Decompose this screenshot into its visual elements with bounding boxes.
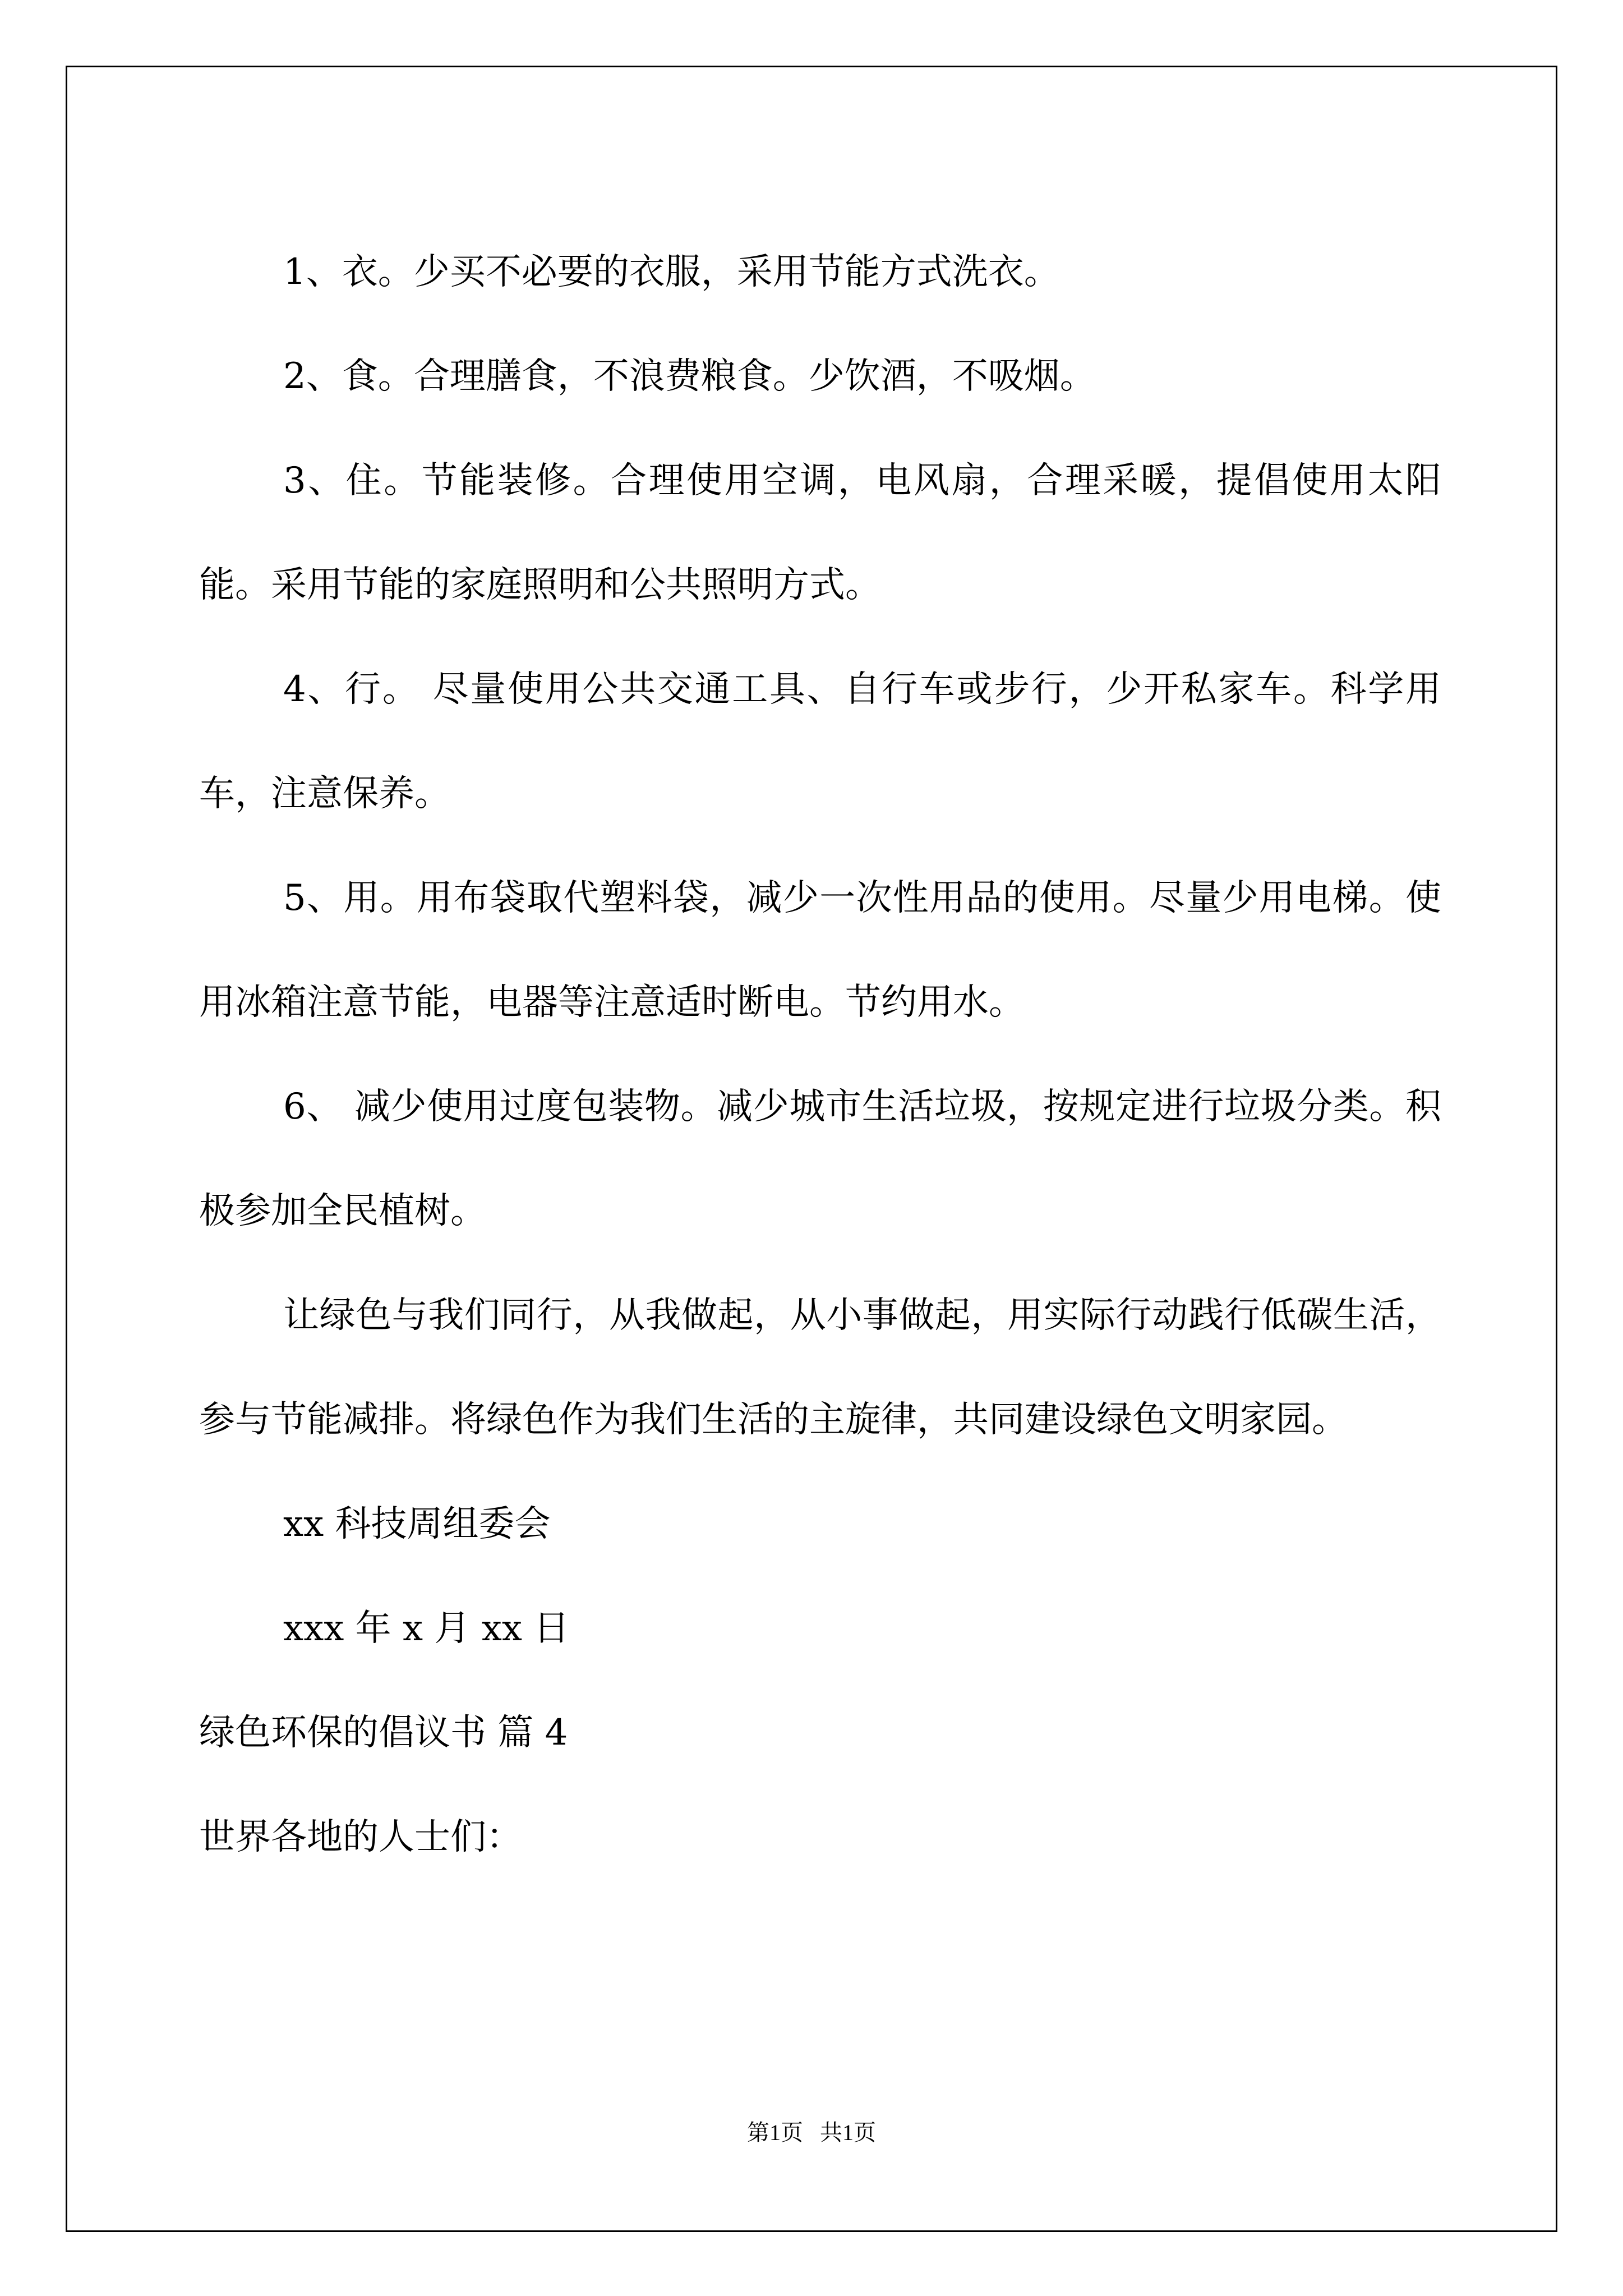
paragraph-clothing: 1、衣。少买不必要的衣服，采用节能方式洗衣。 <box>283 251 1060 293</box>
section-heading: 绿色环保的倡议书 篇 4 <box>199 1712 568 1754</box>
signature-date: xxx 年 x 月 xx 日 <box>283 1608 570 1649</box>
signature-organizer: xx 科技周组委会 <box>283 1503 551 1545</box>
page-footer: 第1页 共1页 <box>747 2120 876 2145</box>
paragraph-usage: 5、用。用布袋取代塑料袋，减少一次性用品的使用。尽量少用电梯。使用冰箱注意节能，电器等注意适时断电。节约用水。 <box>199 877 1441 1023</box>
paragraph-housing: 3、住。节能装修。合理使用空调，电风扇，合理采暖，提倡使用太阳能。采用节能的家庭照明和公共照明方式。 <box>199 460 1441 606</box>
paragraph-travel: 4、行。 尽量使用公共交通工具、自行车或步行，少开私家车。科学用车，注意保养。 <box>199 669 1441 815</box>
paragraph-closing-call: 让绿色与我们同行，从我做起，从小事做起，用实际行动践行低碳生活，参与节能减排。将绿色作为我们生活的主旋律，共同建设绿色文明家园。 <box>199 1295 1441 1441</box>
paragraph-reduce-packaging: 6、 减少使用过度包装物。减少城市生活垃圾，按规定进行垃圾分类。积极参加全民植树。 <box>199 1086 1441 1232</box>
document-body <box>199 220 1441 1889</box>
salutation: 世界各地的人士们： <box>199 1816 522 1858</box>
paragraph-food: 2、食。合理膳食，不浪费粮食。少饮酒，不吸烟。 <box>283 356 1096 397</box>
